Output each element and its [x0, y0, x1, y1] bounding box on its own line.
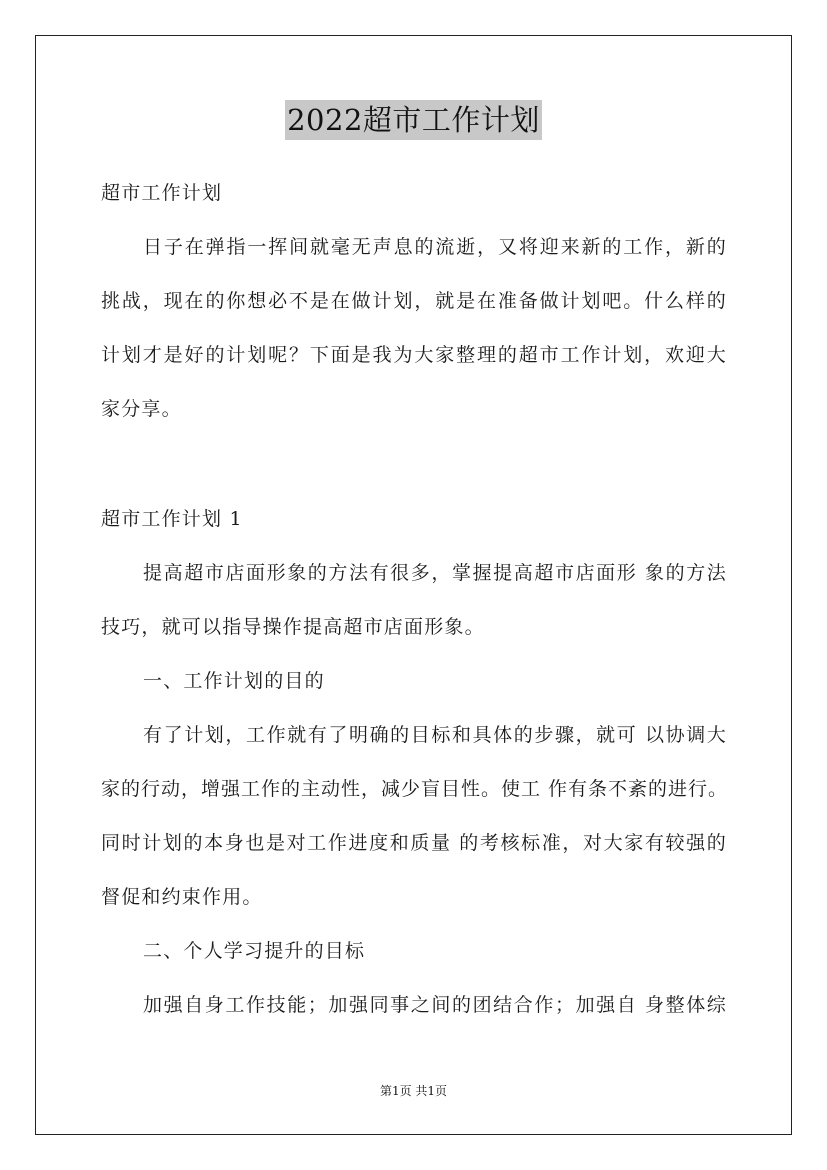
- paragraph-line: 家分享。: [101, 398, 182, 420]
- subheading: 二、个人学习提升的目标: [143, 940, 366, 962]
- paragraph-line: 同时计划的本身也是对工作进度和质量 的考核标准，对大家有较强的: [101, 832, 727, 854]
- document-title: 2022超市工作计划: [285, 100, 542, 140]
- paragraph-line: 计划才是好的计划呢？下面是我为大家整理的超市工作计划，欢迎大: [101, 344, 727, 366]
- paragraph-line: 挑战，现在的你想必不是在做计划，就是在准备做计划吧。什么样的: [101, 290, 727, 312]
- paragraph-line: 家的行动，增强工作的主动性，减少盲目性。使工 作有条不紊的进行。: [101, 778, 729, 800]
- paragraph-line: 督促和约束作用。: [101, 886, 263, 908]
- section-heading: 超市工作计划 1: [101, 508, 243, 530]
- paragraph-line: 有了计划，工作就有了明确的目标和具体的步骤，就可 以协调大: [143, 724, 727, 746]
- section-heading: 超市工作计划: [101, 182, 223, 204]
- page-footer: 第1页 共1页: [379, 1084, 448, 1098]
- title-container: [0, 100, 827, 140]
- paragraph-line: 日子在弹指一挥间就毫无声息的流逝，又将迎来新的工作，新的: [143, 236, 727, 258]
- paragraph-line: 提高超市店面形象的方法有很多，掌握提高超市店面形 象的方法: [143, 562, 727, 584]
- paragraph-line: 加强自身工作技能；加强同事之间的团结合作；加强自 身整体综: [143, 994, 727, 1016]
- subheading: 一、工作计划的目的: [143, 670, 325, 692]
- paragraph-line: 技巧，就可以指导操作提高超市店面形象。: [101, 616, 485, 638]
